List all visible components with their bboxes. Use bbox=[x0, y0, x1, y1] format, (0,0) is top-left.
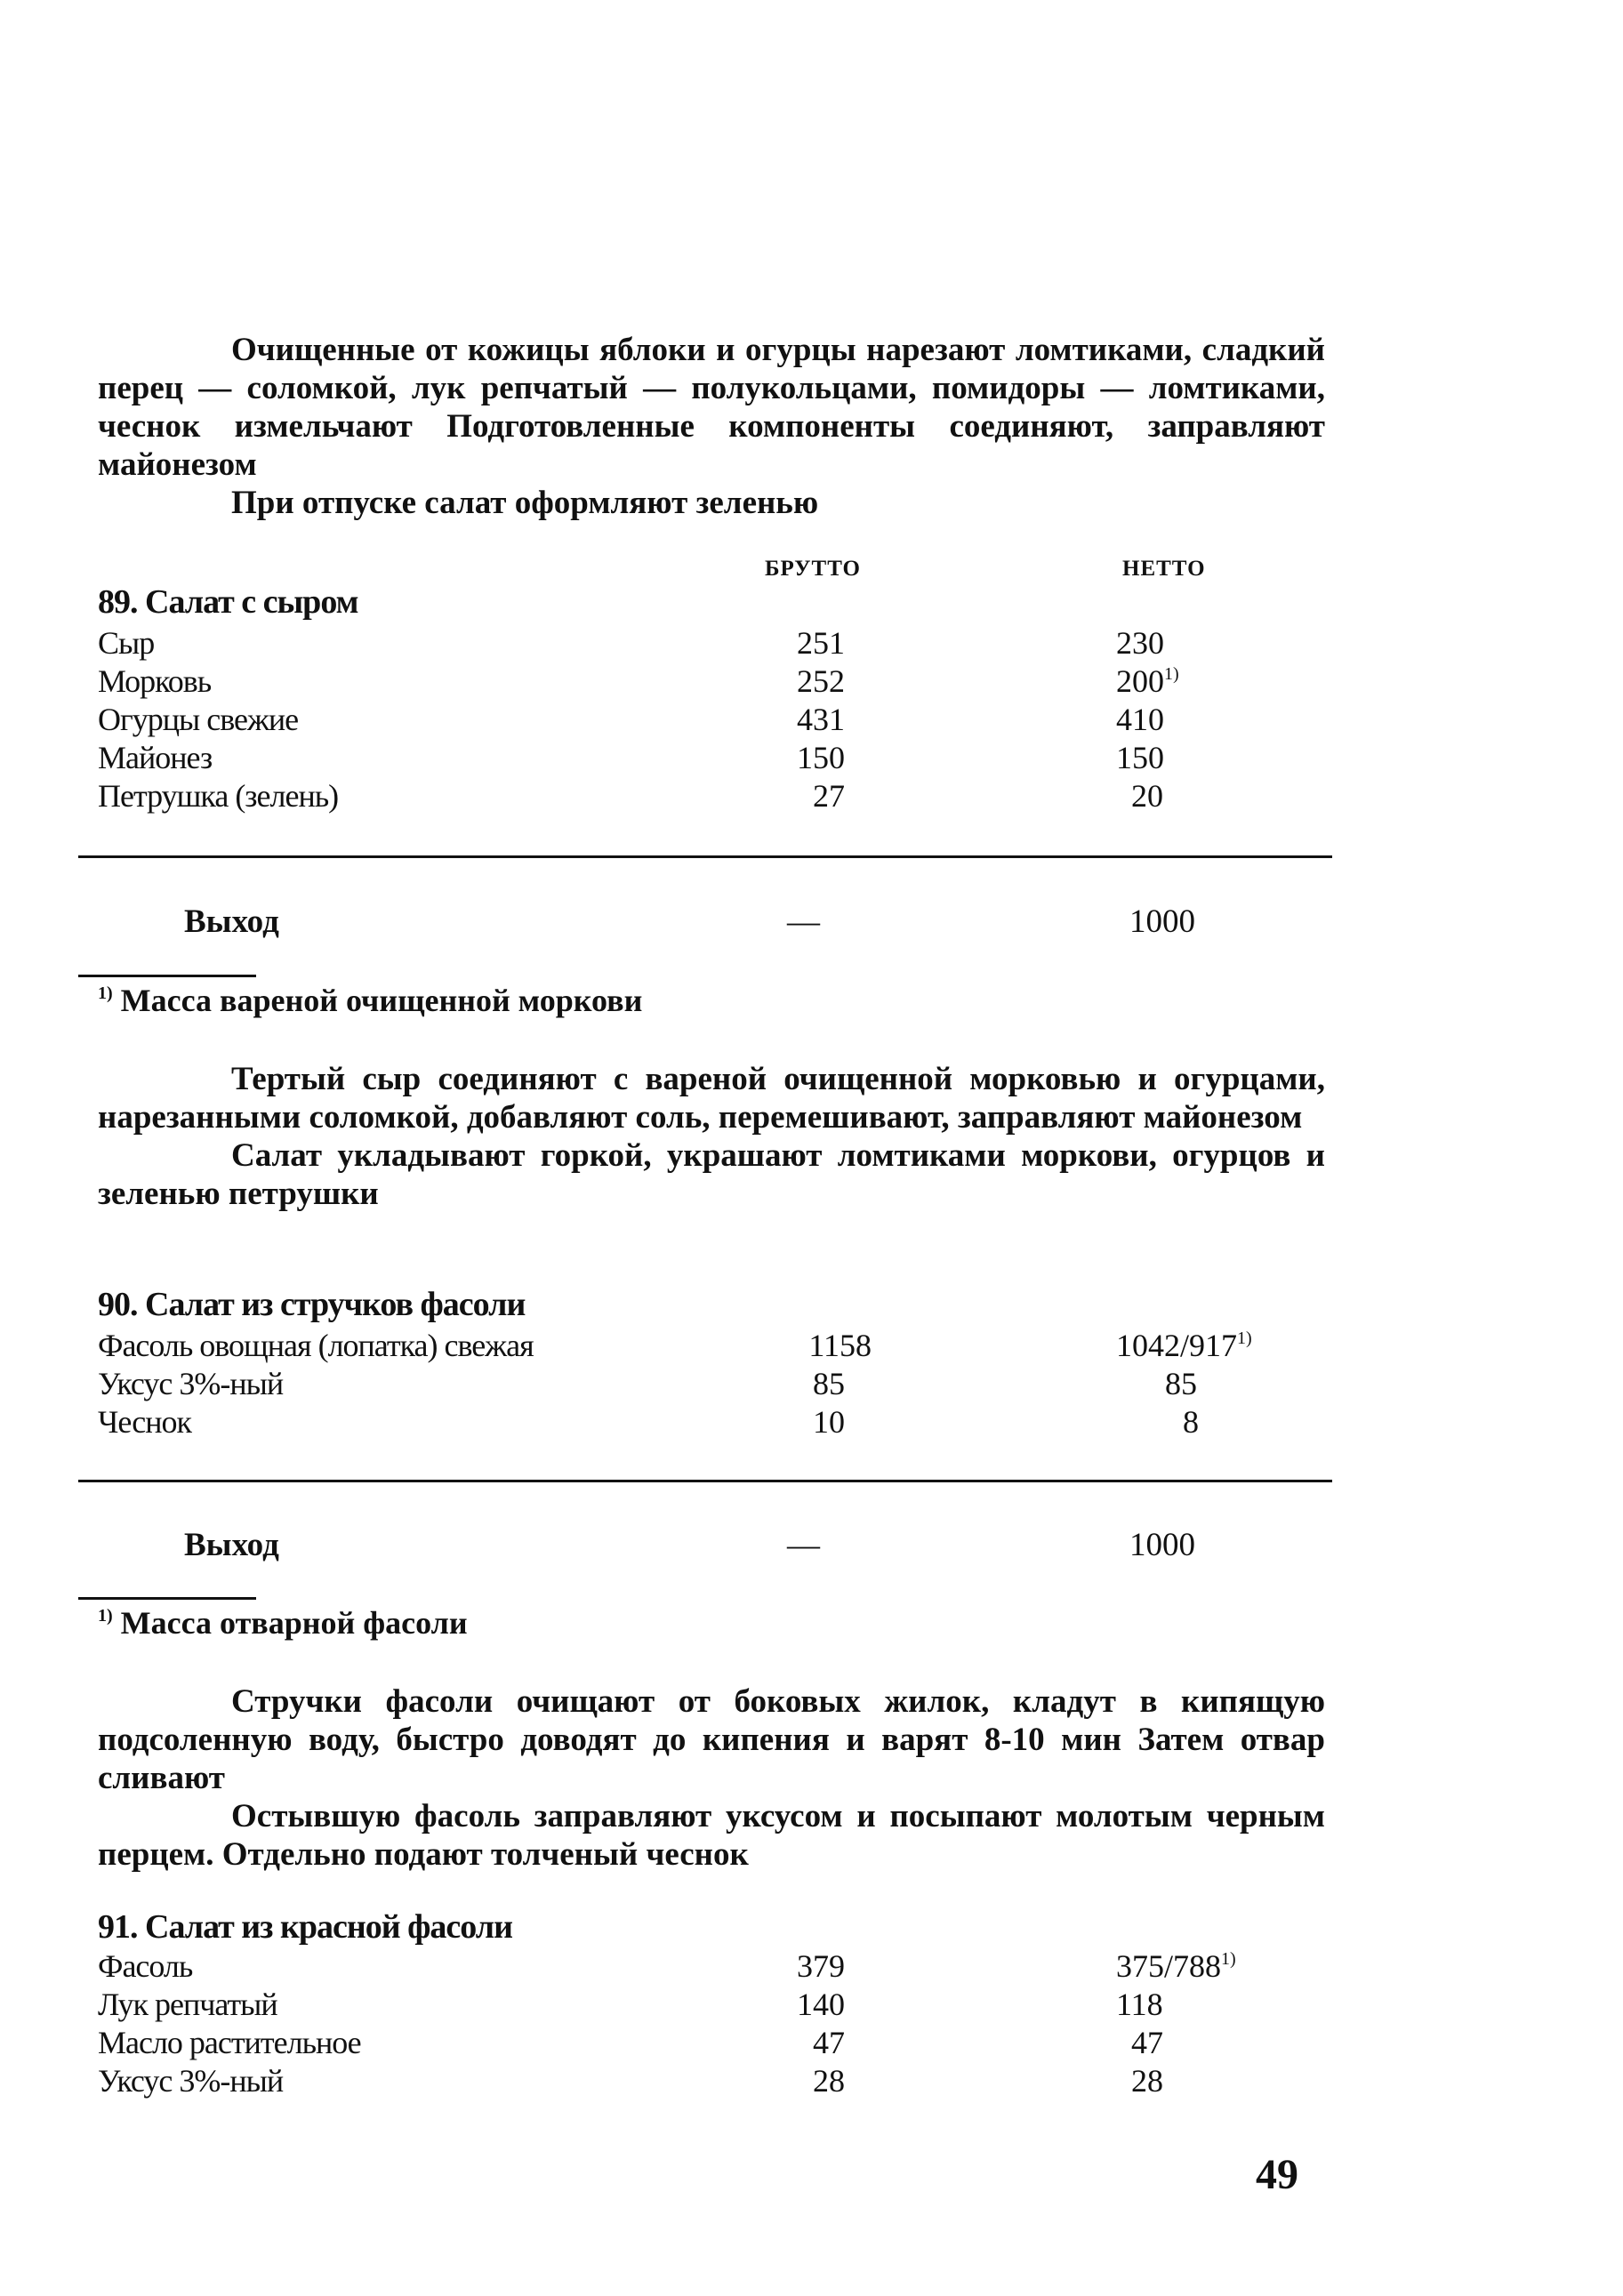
netto-value: 28 bbox=[1131, 2063, 1163, 2099]
brutto-value: 251 bbox=[797, 625, 845, 661]
netto-value: 200$^{1)}$ bbox=[1116, 663, 1179, 699]
footnote-marker: 1) bbox=[98, 983, 113, 1003]
ingredient-name: Лук репчатый bbox=[98, 1987, 277, 2022]
ingredient-row bbox=[0, 777, 1623, 815]
ingredient-row bbox=[0, 662, 1623, 701]
recipe-90-title: 90. Салат из стручков фасоли bbox=[98, 1286, 526, 1323]
ingredient-name: Уксус 3%-ный bbox=[98, 1366, 284, 1401]
method-paragraph-2: Салат укладывают горкой, украшают ломтиками моркови, огурцов и зеленью петрушки bbox=[98, 1137, 1325, 1212]
yield-label: Выход bbox=[184, 1527, 279, 1563]
ingredient-name: Уксус 3%-ный bbox=[98, 2063, 284, 2099]
netto-value: 230 bbox=[1116, 625, 1164, 661]
ingredient-name: Огурцы свежие bbox=[98, 702, 299, 737]
brutto-value: 140 bbox=[797, 1987, 845, 2022]
footnote-marker: 1) bbox=[1237, 1329, 1252, 1348]
ingredient-name: Масло растительное bbox=[98, 2025, 361, 2060]
brutto-value: 27 bbox=[813, 778, 845, 814]
brutto-value: 1158 bbox=[808, 1328, 872, 1363]
recipe-91-title: 91. Салат из красной фасоли bbox=[98, 1908, 512, 1946]
netto-value: 410 bbox=[1116, 702, 1164, 737]
intro-paragraph-2: При отпуске салат оформляют зеленью bbox=[231, 485, 819, 521]
ingredient-row bbox=[0, 1947, 1623, 1986]
ingredient-name: Фасоль bbox=[98, 1948, 193, 1984]
recipe-89-footnote bbox=[98, 982, 642, 1019]
ingredient-row bbox=[0, 739, 1623, 777]
footnote-separator bbox=[78, 1597, 256, 1600]
brutto-value: 28 bbox=[813, 2063, 845, 2099]
netto-value: 1042/917$^{1)}$ bbox=[1116, 1328, 1252, 1363]
ingredient-name: Майонез bbox=[98, 740, 213, 775]
netto-value: 47 bbox=[1131, 2025, 1163, 2060]
yield-netto: 1000 bbox=[1129, 903, 1195, 940]
ingredient-name: Чеснок bbox=[98, 1404, 192, 1440]
footnote-marker: 1) bbox=[1221, 1949, 1236, 1969]
recipe-90-method bbox=[98, 1682, 1325, 1874]
netto-value: 85 bbox=[1165, 1366, 1197, 1401]
ingredient-row bbox=[0, 2062, 1623, 2100]
method-paragraph-1: Тертый сыр соединяют с вареной очищенной морковью и огурцами, нарезанными соломкой, добавляют соль, перемешивают, заправляют майонезом bbox=[98, 1061, 1325, 1136]
netto-value: 118 bbox=[1116, 1987, 1163, 2022]
table-divider bbox=[78, 855, 1332, 858]
page-number: 49 bbox=[1256, 2151, 1298, 2198]
ingredient-row bbox=[0, 701, 1623, 739]
ingredient-name: Морковь bbox=[98, 663, 212, 699]
netto-value: 375/788$^{1)}$ bbox=[1116, 1948, 1236, 1984]
footnote-text: Масса вареной очищенной моркови bbox=[120, 983, 643, 1018]
ingredient-row bbox=[0, 2024, 1623, 2062]
brutto-value: 379 bbox=[797, 1948, 845, 1984]
ingredient-row bbox=[0, 1986, 1623, 2024]
method-paragraph-2: Остывшую фасоль заправляют уксусом и посыпают молотым черным перцем. Отдельно подают толченый чеснок bbox=[98, 1798, 1325, 1873]
ingredient-name: Фасоль овощная (лопатка) свежая bbox=[98, 1328, 534, 1363]
yield-brutto: — bbox=[787, 903, 820, 940]
yield-netto: 1000 bbox=[1129, 1527, 1195, 1563]
yield-brutto: — bbox=[787, 1527, 820, 1563]
footnote-text: Масса отварной фасоли bbox=[120, 1605, 468, 1641]
netto-value: 20 bbox=[1131, 778, 1163, 814]
ingredient-name: Сыр bbox=[98, 625, 155, 661]
column-header-brutto: БРУТТО bbox=[765, 557, 861, 581]
ingredient-row bbox=[0, 1327, 1623, 1365]
recipe-90-footnote bbox=[98, 1604, 468, 1642]
recipe-89-title: 89. Салат с сыром bbox=[98, 583, 358, 621]
footnote-separator bbox=[78, 975, 256, 977]
intro-paragraph-1: Очищенные от кожицы яблоки и огурцы нарезают ломтиками, сладкий перец — соломкой, лук репчатый — полукольцами, помидоры — ломтиками, чеснок измельчают Подготовленные компоненты соединяют, заправляют майонезом bbox=[98, 332, 1325, 483]
brutto-value: 85 bbox=[813, 1366, 845, 1401]
table-divider bbox=[78, 1480, 1332, 1482]
ingredient-row bbox=[0, 1365, 1623, 1403]
intro-text bbox=[98, 331, 1325, 522]
ingredient-row bbox=[0, 624, 1623, 662]
footnote-marker: 1) bbox=[1164, 664, 1179, 684]
netto-value: 8 bbox=[1183, 1404, 1199, 1440]
netto-value: 150 bbox=[1116, 740, 1164, 775]
recipe-89-method bbox=[98, 1060, 1325, 1213]
brutto-value: 150 bbox=[797, 740, 845, 775]
brutto-value: 47 bbox=[813, 2025, 845, 2060]
ingredient-row bbox=[0, 1403, 1623, 1441]
brutto-value: 431 bbox=[797, 702, 845, 737]
column-header-netto: НЕТТО bbox=[1122, 557, 1206, 581]
brutto-value: 252 bbox=[797, 663, 845, 699]
ingredient-name: Петрушка (зелень) bbox=[98, 778, 339, 814]
brutto-value: 10 bbox=[813, 1404, 845, 1440]
footnote-marker: 1) bbox=[98, 1606, 113, 1626]
method-paragraph-1: Стручки фасоли очищают от боковых жилок, кладут в кипящую подсоленную воду, быстро доводят до кипения и варят 8-10 мин Затем отвар сливают bbox=[98, 1683, 1325, 1796]
yield-label: Выход bbox=[184, 903, 279, 940]
